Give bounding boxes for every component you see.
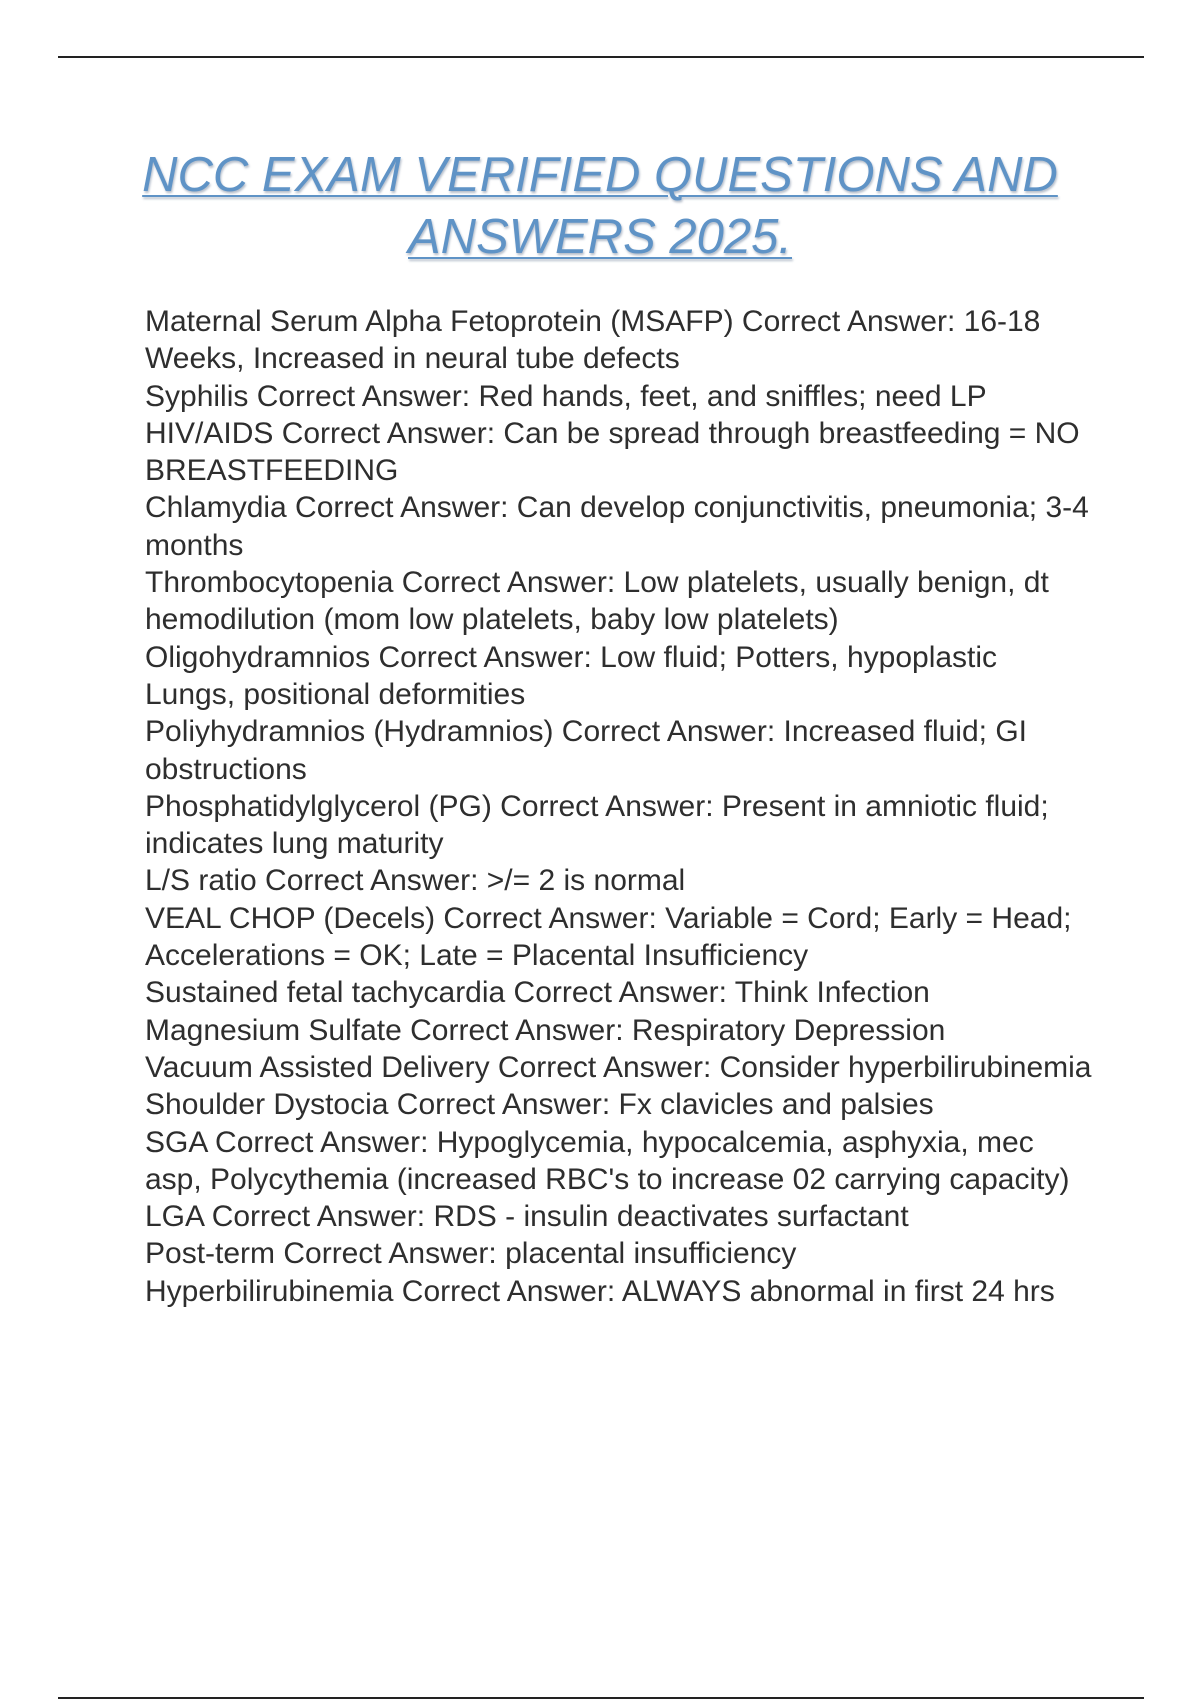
document-title [100, 144, 1100, 268]
qa-item: Thrombocytopenia Correct Answer: Low platelets, usually benign, dt hemodilution (mom low platelets, baby low platelets) [145, 566, 1049, 637]
qa-item: Magnesium Sulfate Correct Answer: Respiratory Depression [145, 1013, 946, 1047]
top-rule [58, 56, 1144, 58]
qa-item: SGA Correct Answer: Hypoglycemia, hypocalcemia, asphyxia, mec asp, Polycythemia (increased RBC's to increase 02 carrying capacity) [145, 1125, 1070, 1196]
qa-list [145, 303, 1095, 1310]
qa-item: LGA Correct Answer: RDS - insulin deactivates surfactant [145, 1200, 909, 1234]
qa-item: VEAL CHOP (Decels) Correct Answer: Variable = Cord; Early = Head; Accelerations = OK; Late = Placental Insufficiency [145, 901, 1072, 973]
qa-item: Phosphatidylglycerol (PG) Correct Answer: Present in amniotic fluid; indicates lung maturity [145, 789, 1049, 861]
qa-item: Post-term Correct Answer: placental insufficiency [145, 1237, 797, 1271]
qa-item: Sustained fetal tachycardia Correct Answer: Think Infection [145, 976, 930, 1010]
qa-item: Chlamydia Correct Answer: Can develop conjunctivitis, pneumonia; 3-4 months [145, 491, 1089, 562]
qa-item: L/S ratio Correct Answer: >/= 2 is normal [145, 864, 686, 898]
qa-item: Shoulder Dystocia Correct Answer: Fx clavicles and palsies [145, 1088, 934, 1122]
title-line-1: NCC EXAM VERIFIED QUESTIONS AND [142, 148, 1058, 202]
qa-item: Syphilis Correct Answer: Red hands, feet, and sniffles; need LP [145, 379, 987, 413]
qa-item: Maternal Serum Alpha Fetoprotein (MSAFP) Correct Answer: 16-18 Weeks, Increased in neural tube defects [145, 305, 1041, 376]
qa-item: Hyperbilirubinemia Correct Answer: ALWAYS abnormal in first 24 hrs [145, 1274, 1055, 1308]
qa-item: Oligohydramnios Correct Answer: Low fluid; Potters, hypoplastic Lungs, positional deformities [145, 640, 998, 711]
qa-item: HIV/AIDS Correct Answer: Can be spread through breastfeeding = NO BREASTFEEDING [145, 416, 1080, 488]
qa-item: Vacuum Assisted Delivery Correct Answer: Consider hyperbilirubinemia [145, 1050, 1092, 1084]
title-line-2: ANSWERS 2025. [408, 210, 792, 264]
bottom-rule [58, 1697, 1144, 1699]
qa-item: Poliyhydramnios (Hydramnios) Correct Answer: Increased fluid; GI obstructions [145, 715, 1027, 786]
